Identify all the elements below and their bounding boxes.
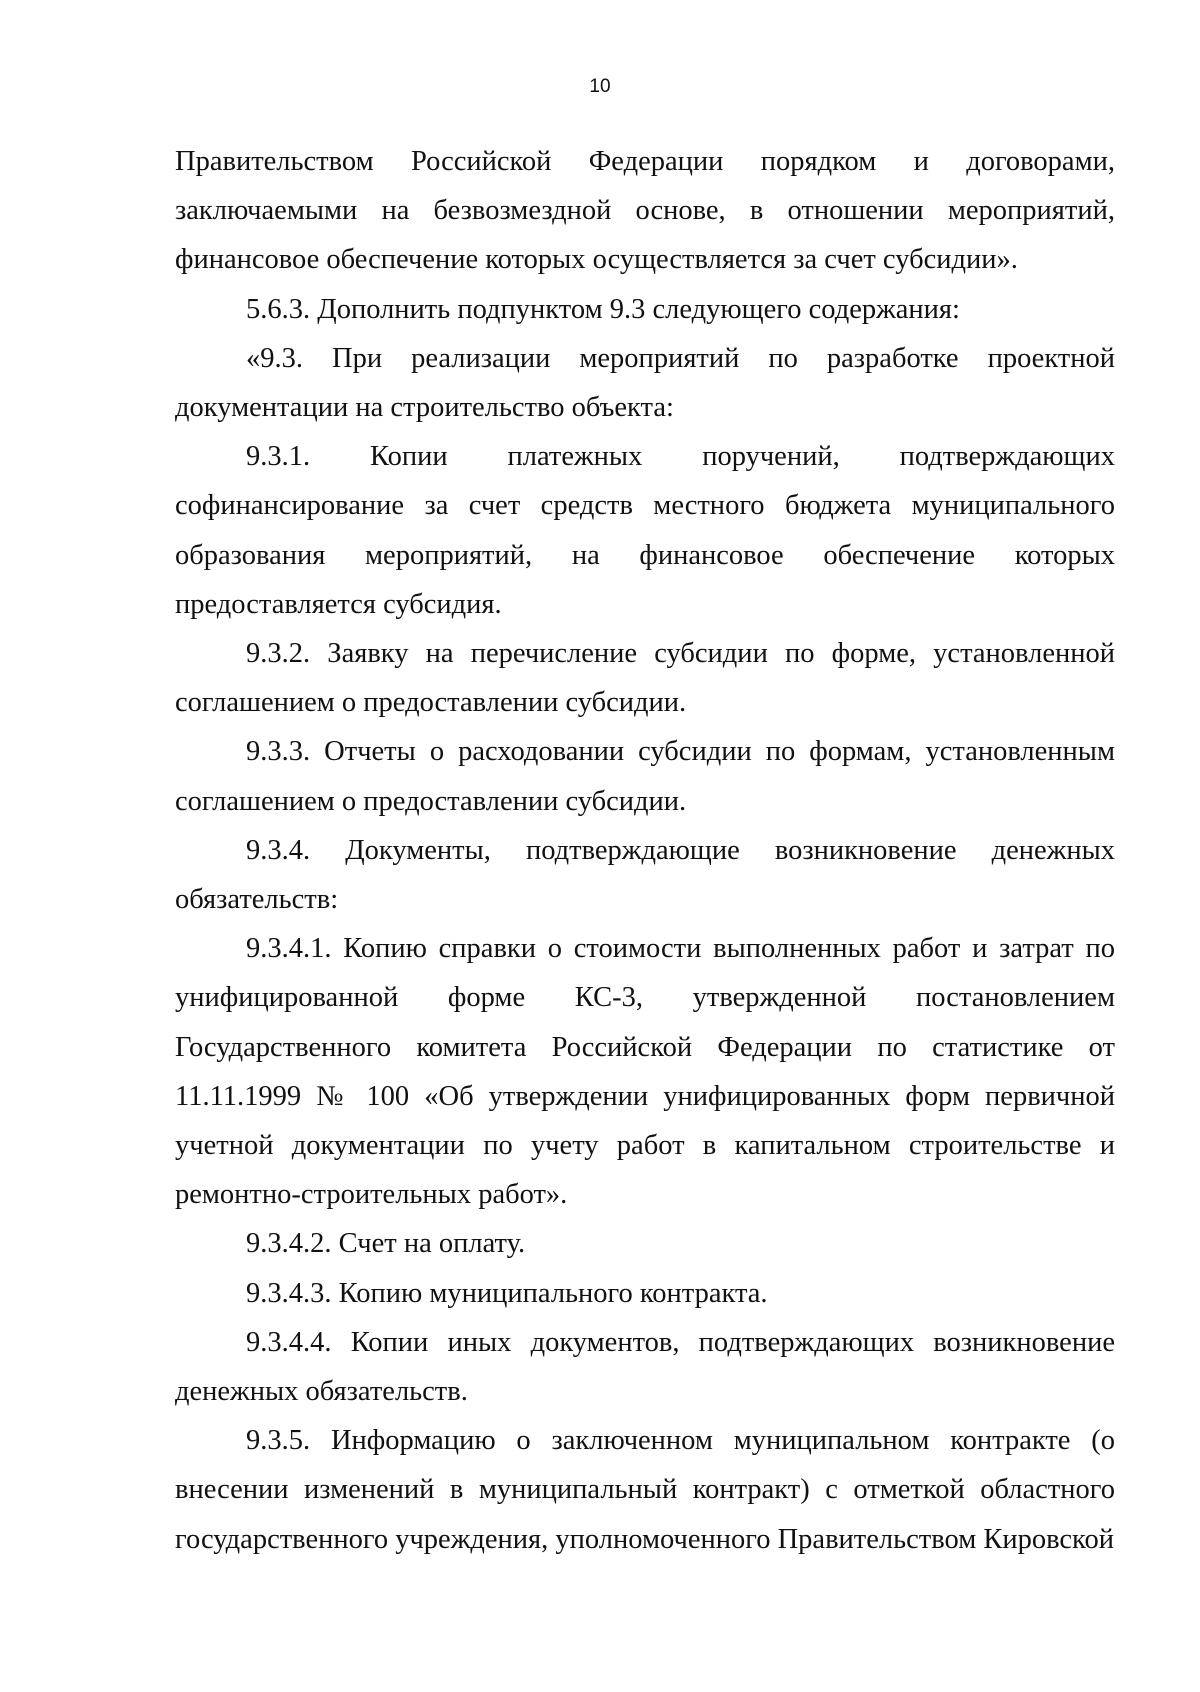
paragraph-9-3-3: 9.3.3. Отчеты о расходовании субсидии по формам, установленным соглашением о предоставлении субсидии.: [175, 736, 1115, 817]
paragraph-5-6-3: 5.6.3. Дополнить подпунктом 9.3 следующего содержания:: [246, 293, 960, 325]
document-body: [175, 137, 1115, 1564]
paragraph-9-3-4-4: 9.3.4.4. Копии иных документов, подтверждающих возникновение денежных обязательств.: [175, 1326, 1115, 1408]
paragraph-9-3-5: 9.3.5. Информацию о заключенном муниципальном контракте (о внесении изменений в муниципальный контракт) с отметкой областного государственного учреждения, уполномоченного Правительством Кировской: [175, 1425, 1115, 1555]
paragraph-9-3-4-2: 9.3.4.2. Счет на оплату.: [246, 1228, 526, 1260]
paragraph-9-3-1: 9.3.1. Копии платежных поручений, подтверждающих софинансирование за счет средств местного бюджета муниципального образования мероприятий, на финансовое обеспечение которых предоставляется субсидия.: [175, 441, 1115, 620]
paragraph-9-3-4: 9.3.4. Документы, подтверждающие возникновение денежных обязательств:: [175, 834, 1115, 916]
paragraph-9-3-4-1: 9.3.4.1. Копию справки о стоимости выполненных работ и затрат по унифицированной форме КС-3, утвержденной постановлением Государственного комитета Российской Федерации по статистике от 11.11.1999 № 100 «Об утверждении унифицированных форм первичной учетной документации по учету работ в капитальном строительстве и ремонтно-строительных работ».: [175, 933, 1115, 1211]
paragraph-9-3: «9.3. При реализации мероприятий по разработке проектной документации на строительство объекта:: [175, 342, 1115, 424]
page-number: 10: [589, 76, 611, 97]
paragraph-9-3-4-3: 9.3.4.3. Копию муниципального контракта.: [246, 1277, 768, 1309]
paragraph-continuation: Правительством Российской Федерации порядком и договорами, заключаемыми на безвозмездной основе, в отношении мероприятий, финансовое обеспечение которых осуществляется за счет субсидии».: [175, 146, 1115, 276]
paragraph-9-3-2: 9.3.2. Заявку на перечисление субсидии по форме, установленной соглашением о предоставлении субсидии.: [175, 638, 1115, 719]
